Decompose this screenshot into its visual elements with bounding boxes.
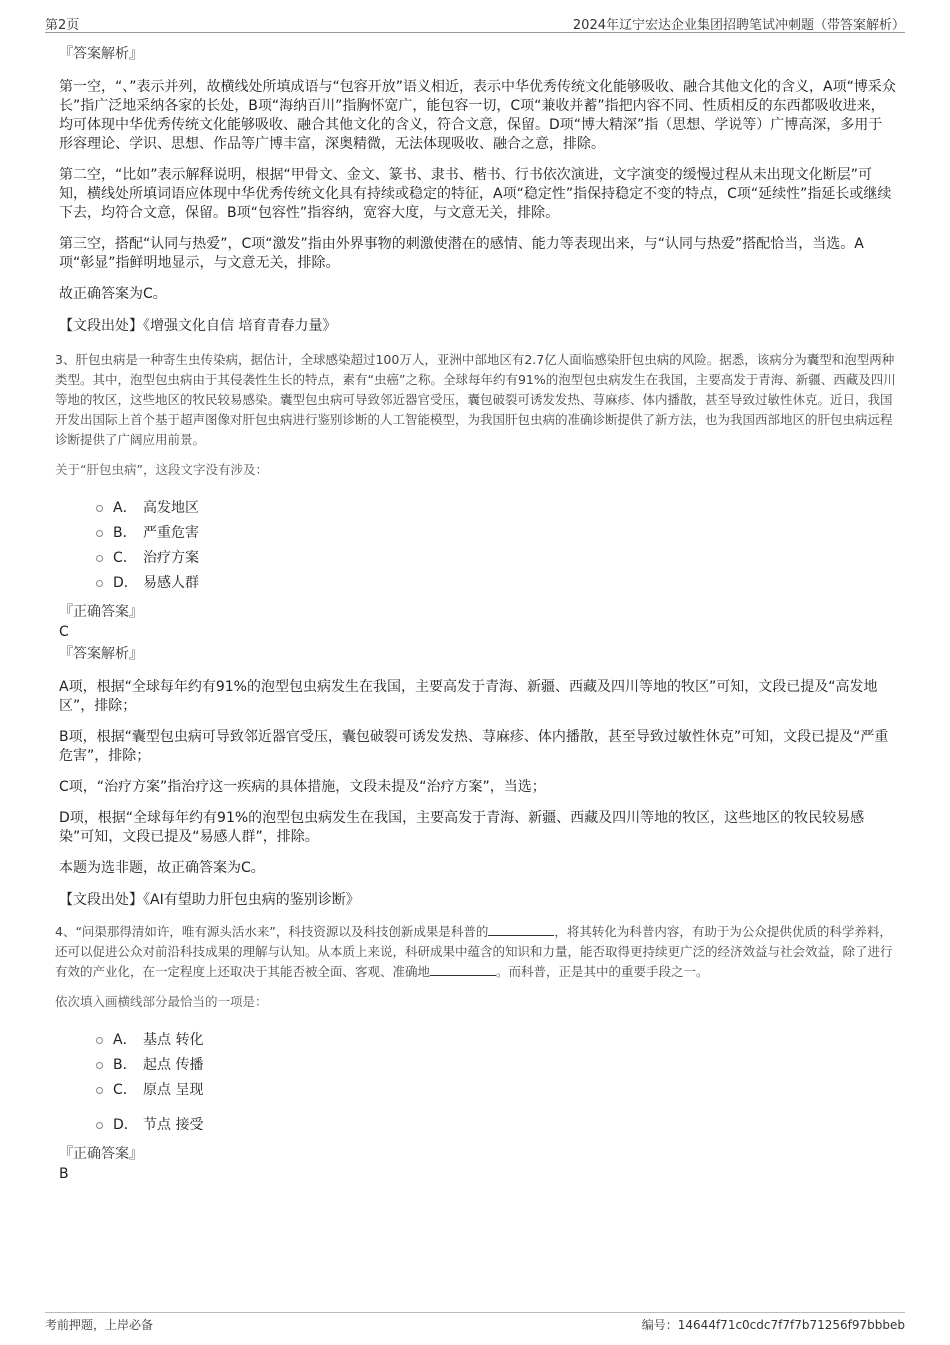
question-prompt: 依次填入画横线部分最恰当的一项是： — [55, 994, 268, 1009]
option-letter: D． — [113, 1116, 138, 1133]
options-list — [96, 494, 896, 594]
question-text: ，将其转化为科普内容，有助于为公众提供优质的科学养料，还可以促进公众对前沿科技成果的理解与认知。从本质上来说，科研成果中蕴含的知识和力量，能否取得更持续更广泛的经济效益与社会效益，除了进行有效的产业化，在一定程度上还取决于其能否被全面、客观、准确地 — [55, 924, 893, 979]
analysis-conclusion: 本题为选非题，故正确答案为C。 — [59, 860, 265, 876]
question-stem — [55, 922, 896, 982]
analysis-paragraph: C项，“治疗方案”指治疗这一疾病的具体措施，文段未提及“治疗方案”，当选； — [59, 779, 546, 795]
option-text: 易感人群 — [143, 574, 199, 591]
radio-icon[interactable] — [96, 1062, 103, 1069]
page-number: 第2页 — [45, 18, 80, 33]
option-d[interactable] — [96, 569, 896, 594]
option-letter: D． — [113, 574, 138, 591]
option-a[interactable] — [96, 1026, 896, 1051]
content — [56, 44, 896, 1186]
option-text: 节点 接受 — [143, 1116, 204, 1133]
option-c[interactable] — [96, 1076, 896, 1101]
option-letter: A． — [113, 499, 137, 516]
option-text: 高发地区 — [143, 499, 199, 516]
option-letter: B． — [113, 1056, 137, 1073]
question-text: 4、“问渠那得清如许，唯有源头活水来”，科技资源以及科技创新成果是科普的 — [55, 924, 489, 939]
document-id: 编号：14644f71c0cdc7f7f7b71256f97bbbeb — [641, 1318, 905, 1332]
radio-icon[interactable] — [96, 530, 103, 537]
question-text: 。而科普，正是其中的重要手段之一。 — [496, 964, 709, 979]
radio-icon[interactable] — [96, 555, 103, 562]
option-a[interactable] — [96, 494, 896, 519]
fill-blank — [430, 963, 496, 976]
question-prompt: 关于“肝包虫病”，这段文字没有涉及： — [55, 462, 268, 477]
option-letter: B． — [113, 524, 137, 541]
option-b[interactable] — [96, 1051, 896, 1076]
option-c[interactable] — [96, 544, 896, 569]
footer-slogan: 考前押题，上岸必备 — [45, 1318, 154, 1332]
option-text: 原点 呈现 — [143, 1081, 204, 1098]
fill-blank — [488, 923, 554, 936]
option-text: 起点 传播 — [143, 1056, 204, 1073]
option-letter: C． — [113, 1081, 137, 1098]
page-header — [45, 12, 905, 33]
correct-answer-label: 『正确答案』 — [59, 1146, 143, 1162]
radio-icon[interactable] — [96, 1037, 103, 1044]
option-d[interactable] — [96, 1111, 896, 1136]
analysis-paragraph: 第二空，“比如”表示解释说明，根据“甲骨文、金文、篆书、隶书、楷书、行书依次演进，文字演变的缓慢过程从未出现文化断层”可知，横线处所填词语应体现中华优秀传统文化具有持续或稳定的特征，A项“稳定性”指保持稳定不变的特点，C项“延续性”指延长或继续下去，均符合文意，保留。B项“包容性”指容纳，宽容大度，与文意无关，排除。 — [59, 167, 892, 221]
analysis-label: 『答案解析』 — [59, 46, 143, 62]
radio-icon[interactable] — [96, 1087, 103, 1094]
document-title: 2024年辽宁宏达企业集团招聘笔试冲刺题（带答案解析） — [572, 18, 905, 33]
correct-answer: B — [59, 1166, 69, 1182]
analysis-paragraph: 第一空，“、”表示并列，故横线处所填成语与“包容开放”语义相近，表示中华优秀传统文化能够吸收、融合其他文化的含义，A项“博采众长”指广泛地采纳各家的长处，B项“海纳百川”指胸怀宽广，能包容一切，C项“兼收并蓄”指把内容不同、性质相反的东西都吸收进来，均可体现中华优秀传统文化能够吸收、融合其他文化的含义，符合文意，保留。D项“博大精深”指（思想、学说等）广博高深，多用于形容理论、学识、思想、作品等广博丰富，深奥精微，无法体现吸收、融合之意，排除。 — [59, 79, 896, 152]
option-text: 基点 转化 — [143, 1031, 204, 1048]
radio-icon[interactable] — [96, 1122, 103, 1129]
question-stem: 3、肝包虫病是一种寄生虫传染病，据估计，全球感染超过100万人，亚洲中部地区有2.7亿人面临感染肝包虫病的风险。据悉，该病分为囊型和泡型两种类型。其中，泡型包虫病由于其侵袭性生长的特点，素有“虫癌”之称。全球每年约有91%的泡型包虫病发生在我国，主要高发于青海、新疆、西藏及四川等地的牧区，这些地区的牧民较易感染。囊型包虫病可导致邻近器官受压，囊包破裂可诱发发热、荨麻疹、体内播散，甚至导致过敏性休克。近日，我国开发出国际上首个基于超声图像对肝包虫病进行鉴别诊断的人工智能模型，为我国肝包虫病的准确诊断提供了新方法，也为我国西部地区的肝包虫病远程诊断提供了广阔应用前景。 — [55, 352, 896, 447]
option-text: 严重危害 — [143, 524, 199, 541]
passage-source: 【文段出处】《AI有望助力肝包虫病的鉴别诊断》 — [59, 892, 360, 908]
option-text: 治疗方案 — [143, 549, 199, 566]
passage-source: 【文段出处】《增强文化自信 培育青春力量》 — [59, 318, 337, 334]
analysis-paragraph: B项，根据“囊型包虫病可导致邻近器官受压，囊包破裂可诱发发热、荨麻疹、体内播散，甚至导致过敏性休克”可知，文段已提及“严重危害”，排除； — [59, 729, 889, 764]
analysis-conclusion: 故正确答案为C。 — [59, 286, 167, 302]
radio-icon[interactable] — [96, 505, 103, 512]
analysis-paragraph: 第三空，搭配“认同与热爱”，C项“激发”指由外界事物的刺激使潜在的感情、能力等表现出来，与“认同与热爱”搭配恰当，当选。A项“彰显”指鲜明地显示，与文意无关，排除。 — [59, 236, 864, 271]
page-footer — [45, 1312, 905, 1332]
option-b[interactable] — [96, 519, 896, 544]
option-letter: C． — [113, 549, 137, 566]
correct-answer-label: 『正确答案』 — [59, 604, 143, 620]
analysis-label: 『答案解析』 — [59, 646, 143, 662]
correct-answer: C — [59, 624, 69, 640]
analysis-paragraph: A项，根据“全球每年约有91%的泡型包虫病发生在我国，主要高发于青海、新疆、西藏及四川等地的牧区”可知，文段已提及“高发地区”，排除； — [59, 679, 878, 714]
analysis-paragraph: D项，根据“全球每年约有91%的泡型包虫病发生在我国，主要高发于青海、新疆、西藏及四川等地的牧区，这些地区的牧民较易感染”可知，文段已提及“易感人群”，排除。 — [59, 810, 865, 845]
options-list — [96, 1026, 896, 1136]
radio-icon[interactable] — [96, 580, 103, 587]
option-letter: A． — [113, 1031, 137, 1048]
